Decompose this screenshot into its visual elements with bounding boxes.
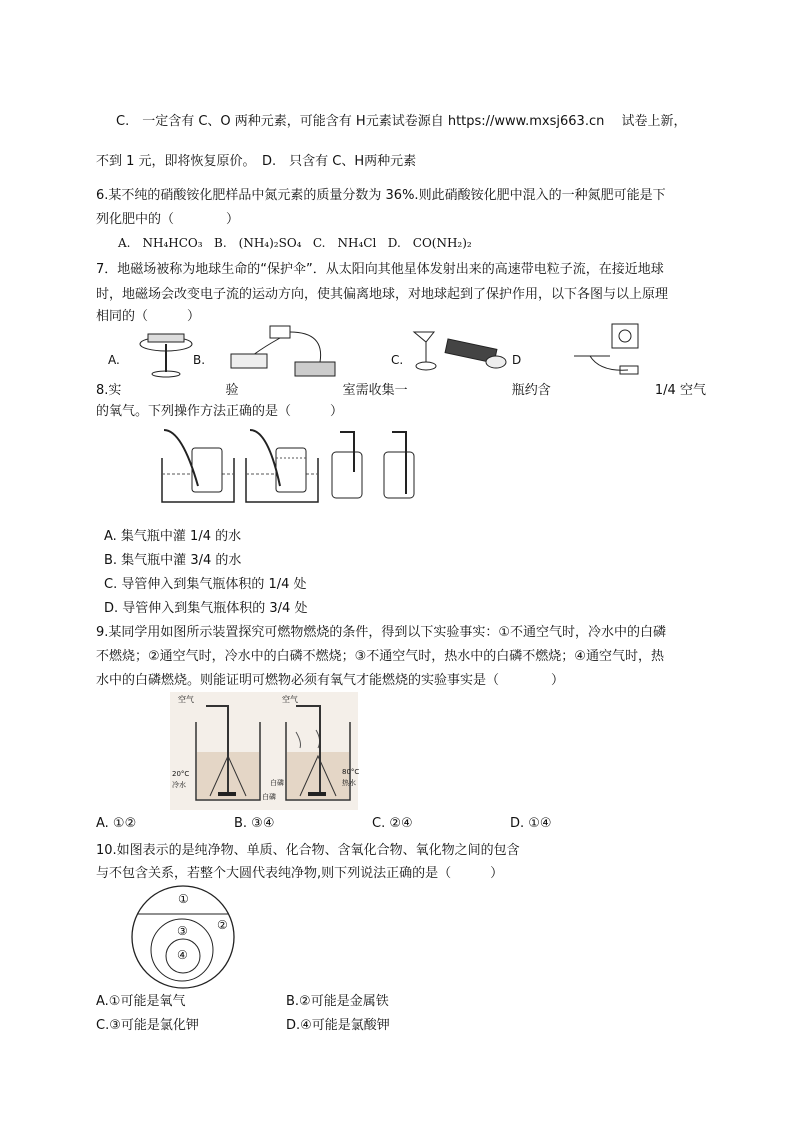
q9-figure [170,692,358,810]
q7-figure-b [225,322,345,384]
q10-circle-label-3: ③ [177,924,188,938]
q9-stem-line1: 9.某同学用如图所示装置探究可燃物燃烧的条件，得到以下实验事实：①不通空气时，冷水中的白磷 [96,625,667,640]
q9-label-hot-water: 热水 [342,779,356,787]
q10-stem-line2: 与不包含关系，若整个大圆代表纯净物,则下列说法正确的是（ ） [96,866,504,881]
q8-option-b: B. 集气瓶中灌 3/4 的水 [104,553,242,568]
q8-stem-line1 [96,379,706,398]
q8-option-a: A. 集气瓶中灌 1/4 的水 [104,529,242,544]
q7-label-b: B. [193,353,206,367]
q10-circle-label-2: ② [217,918,228,932]
q8-option-c: C. 导管伸入到集气瓶体积的 1/4 处 [104,577,307,592]
q5-option-c-line1: C. 一定含有 C、O 两种元素，可能含有 H元素试卷源自 https://www.mxsj663.cn 试卷上新， [116,114,687,129]
q9-label-cold-temp: 20°C [172,770,190,778]
q6-option-d: D. CO(NH₂)₂ [387,236,472,250]
q8-stem-line2: 的氧气。下列操作方法正确的是（ ） [96,404,344,419]
q7-figure-c [406,328,516,378]
q8-stem-part2: 验 [225,383,239,398]
q9-label-hot-temp: 80°C [342,768,360,776]
q5-option-c-line2: 不到 1 元，即将恢复原价。 D. 只含有 C、H两种元素 [96,154,417,169]
q10-circle-label-4: ④ [177,948,188,962]
q6-option-c: C. NH₄Cl [312,236,377,250]
q7-stem-line3: 相同的（ ） [96,309,201,324]
q8-figures [158,428,428,504]
q10-stem-line1: 10.如图表示的是纯净物、单质、化合物、含氧化合物、氧化物之间的包含 [96,843,520,858]
q10-circle-diagram [130,884,236,990]
q7-figure-d [570,322,650,380]
q8-option-d: D. 导管伸入到集气瓶体积的 3/4 处 [104,601,308,616]
q6-stem-line2: 列化肥中的（ ） [96,212,240,227]
q6-options [118,234,472,251]
q8-stem-part4: 瓶约含 [511,383,551,398]
q6-option-a: A. NH₄HCO₃ [118,236,203,250]
q9-stem-line3: 水中的白磷燃烧。则能证明可燃物必须有氧气才能燃烧的实验事实是（ ） [96,673,565,688]
q10-option-a: A.①可能是氧气 [96,994,186,1009]
q9-label-white-phosphorus1: 白磷 [262,793,276,801]
q9-option-c: C. ②④ [372,816,413,831]
q9-label-white-phosphorus2: 白磷 [270,779,284,787]
q9-label-air1: 空气 [178,695,194,704]
q9-option-b: B. ③④ [234,816,275,831]
q9-label-air2: 空气 [282,695,298,704]
q7-figure-a [136,322,196,380]
q10-option-b: B.②可能是金属铁 [286,994,389,1009]
q8-stem-part5: 1/4 空气 [654,383,706,398]
q9-option-a: A. ①② [96,816,137,831]
q9-label-cold-water: 冷水 [172,781,186,789]
q10-option-c: C.③可能是氯化钾 [96,1018,199,1033]
q7-label-c: C. [391,353,404,367]
q10-circle-label-1: ① [178,892,189,906]
q7-stem-line1: 7．地磁场被称为地球生命的“保护伞”．从太阳向其他星体发射出来的高速带电粒子流，在接近地球 [96,262,664,277]
q9-stem-line2: 不燃烧；②通空气时，冷水中的白磷不燃烧；③不通空气时，热水中的白磷不燃烧；④通空气时，热 [96,649,664,664]
q6-option-b: B. (NH₄)₂SO₄ [214,236,302,250]
q9-option-d: D. ①④ [510,816,552,831]
q7-stem-line2: 时，地磁场会改变电子流的运动方向，使其偏离地球，对地球起到了保护作用，以下各图与以上原理 [96,287,669,302]
q10-option-d: D.④可能是氯酸钾 [286,1018,390,1033]
q8-stem-part1: 8.实 [96,383,122,398]
q7-label-d: D [512,353,522,367]
q6-stem-line1: 6.某不纯的硝酸铵化肥样品中氮元素的质量分数为 36%.则此硝酸铵化肥中混入的一种氮肥可能是下 [96,188,666,203]
q8-stem-part3: 室需收集一 [342,383,408,398]
q7-label-a: A. [108,353,120,367]
